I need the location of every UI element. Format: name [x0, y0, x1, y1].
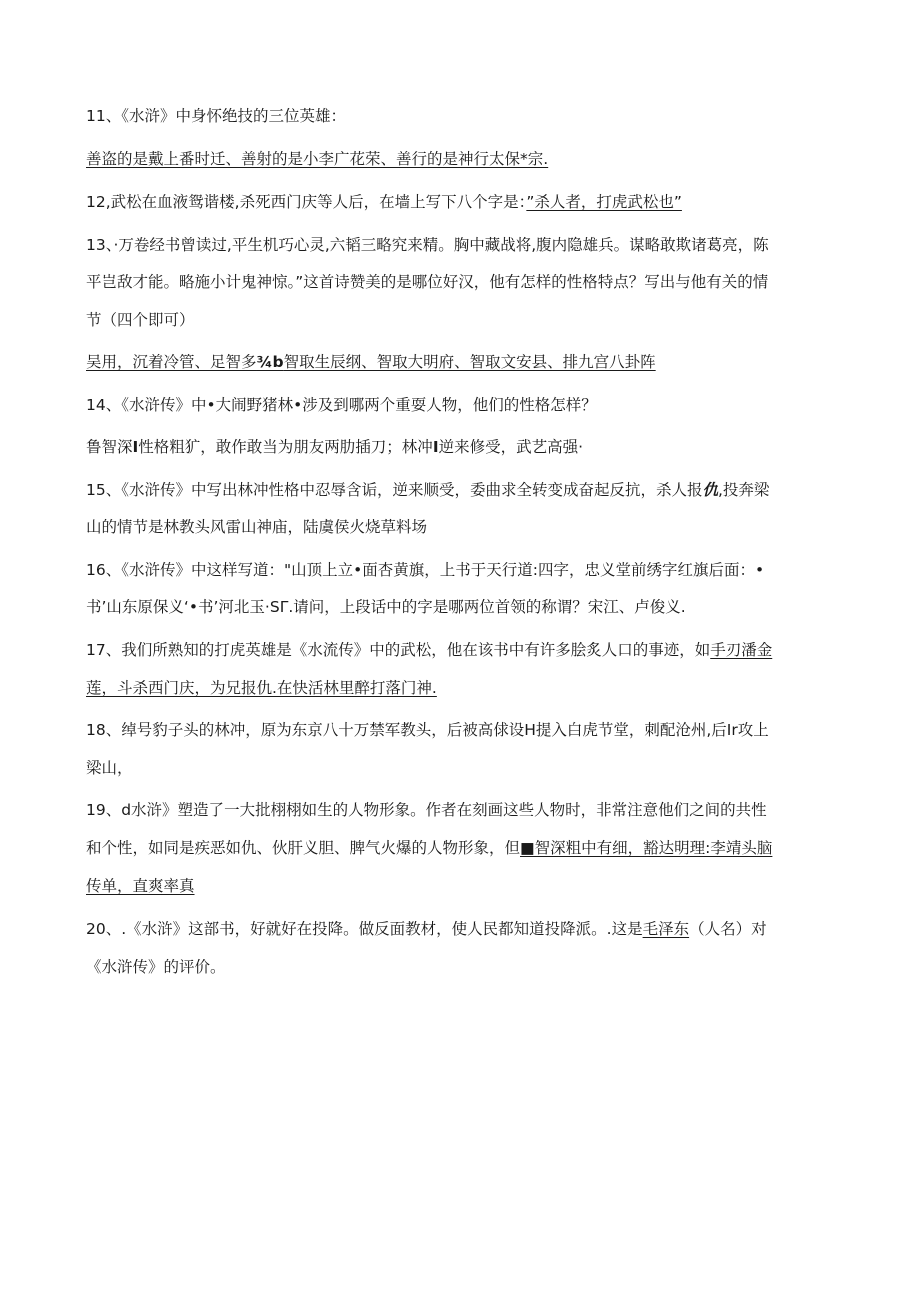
q15-question-line-1 — [86, 480, 769, 500]
q18-line-2: 梁山， — [86, 759, 133, 777]
q19-line-1: 19、d水浒》塑造了一大批栩栩如生的人物形象。作者在刻画这些人物时，非常注意他们之间的共性 — [86, 801, 767, 819]
q14-answer-part-2: I — [132, 438, 139, 456]
q16-question-line-2: 书’山东原保义‘•书’河北玉·SΓ.请问，上段话中的字是哪两位首领的称谓？宋江、卢俊义. — [86, 598, 686, 616]
q13-answer-part-2: ¾b — [256, 353, 284, 371]
q19-answer-part-1: ■智深粗中有细，豁达明理:李靖头脑 — [520, 839, 773, 857]
q17-text-part-1: 17、我们所熟知的打虎英雄是《水流传》中的武松，他在该书中有许多脍炙人口的事迹，如 — [86, 641, 711, 659]
q13-answer-part-1: 吴用，沉着冷管、足智多 — [86, 353, 257, 371]
q20-line-1 — [86, 919, 767, 939]
q20-text-part-1: 20、.《水浒》这部书，好就好在投降。做反面教材，使人民都知道投降派。.这是 — [86, 920, 643, 938]
q19-text-part-1: 和个性，如同是疾恶如仇、伙肝义胆、脾气火爆的人物形象，但 — [86, 839, 521, 857]
q13-question-line-1: 13、·万卷经书曾读过,平生机巧心灵,六韬三略究来精。胸中藏战将,腹内隐雄兵。谋略敢欺诸葛亮，陈 — [86, 236, 769, 254]
q20-line-2: 《水浒传》的评价。 — [86, 958, 226, 976]
q14-answer — [86, 437, 583, 457]
q17-question-line-1 — [86, 640, 772, 660]
q12-question — [86, 192, 682, 212]
q14-answer-part-1: 鲁智深 — [86, 438, 133, 456]
q13-question-line-2: 平岂敌才能。略施小计鬼神惊。”这首诗赞美的是哪位好汉，他有怎样的性格特点？写出与他有关的情 — [86, 273, 769, 291]
q13-question-line-3: 节（四个即可） — [86, 311, 195, 329]
q16-question-line-1: 16、《水浒传》中这样写道："山顶上立•面杏黄旗，上书于天行道:四字，忠义堂前绣字红旗后面：• — [86, 561, 765, 579]
q12-answer: ”杀人者，打虎武松也” — [526, 193, 682, 211]
q19-answer-line-3: 传单，直爽率真 — [86, 877, 195, 895]
q14-answer-part-3: 性格粗犷，敢作敢当为朋友两肋插刀；林冲 — [138, 438, 433, 456]
q20-text-part-2: （人名）对 — [689, 920, 767, 938]
q15-text-part-3: ,投奔梁 — [718, 481, 770, 499]
q17-answer-part-1: 手刃潘金 — [710, 641, 773, 659]
q19-line-2 — [86, 838, 772, 858]
q18-line-1: 18、绰号豹子头的林冲，原为东京八十万禁军教头，后被高俅设H提入白虎节堂，刺配沧州,后Ir攻上 — [86, 721, 769, 739]
q15-text-part-1: 15、《水浒传》中写出林冲性格中忍辱含诟，逆来顺受，委曲求全转变成奋起反抗，杀人报 — [86, 481, 703, 499]
q20-answer: 毛泽东 — [642, 920, 690, 938]
q15-question-line-2: 山的情节是林教头风雷山神庙，陆虞侯火烧草料场 — [86, 518, 428, 536]
q15-text-part-2: 仇 — [702, 481, 718, 499]
q13-answer — [86, 352, 656, 372]
q12-question-text: 12,武松在血液鸳谐楼,杀死西门庆等人后，在墙上写下八个字是： — [86, 193, 527, 211]
q14-answer-part-5: 逆来修受，武艺高强· — [438, 438, 584, 456]
q14-question: 14、《水浒传》中•大闹野猪林•涉及到哪两个重耍人物，他们的性格怎样？ — [86, 396, 597, 414]
q13-answer-part-3: 智取生辰纲、智取大明府、智取文安县、排九宫八卦阵 — [283, 353, 656, 371]
q11-answer: 善盗的是戴上番时迁、善射的是小李广花荣、善行的是神行太保*宗. — [86, 150, 549, 168]
q11-question: 11、《水浒》中身怀绝技的三位英雄： — [86, 107, 346, 125]
q17-answer-line-2: 莲，斗杀西门庆，为兄报仇.在快活林里醉打落门神. — [86, 679, 437, 697]
q14-answer-part-4: I — [432, 438, 439, 456]
